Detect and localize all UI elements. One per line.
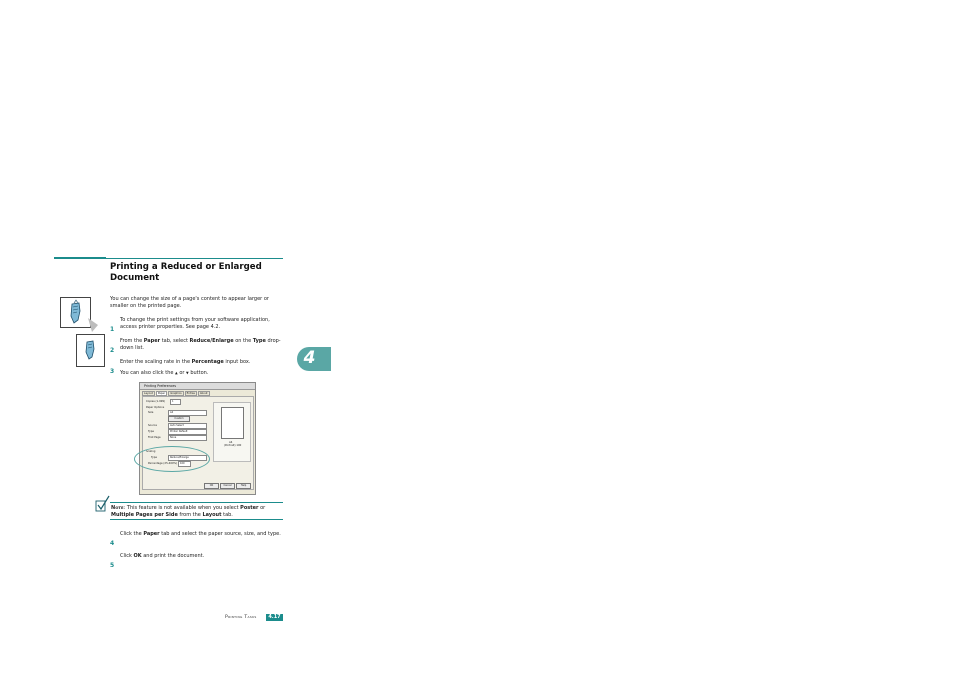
percentage-label: Percentage (25-400%) <box>148 462 178 465</box>
step-4 <box>110 530 284 549</box>
cancel-button[interactable]: Cancel <box>220 483 235 489</box>
copies-input[interactable]: 1 <box>170 399 181 405</box>
step-2 <box>110 337 284 356</box>
down-arrow-icon: ▼ <box>186 371 189 375</box>
step-number: 1 <box>110 326 115 333</box>
step-text: Click OK and print the document. <box>120 553 205 559</box>
footer-page-number: 4.17 <box>266 614 283 621</box>
tab-paper[interactable]: Paper <box>157 392 166 395</box>
step-5 <box>110 552 284 571</box>
step-number: 4 <box>110 540 115 547</box>
size-select[interactable]: A4 <box>168 410 207 416</box>
scaling-type-label: Type <box>151 456 157 459</box>
note-text: NOTE: This feature is not available when you select Poster or Multiple Pages per Side from the Layout tab. <box>111 505 266 518</box>
preview-sheet <box>221 407 244 439</box>
paper-tab-panel <box>142 396 254 490</box>
ok-button[interactable]: OK <box>204 483 219 489</box>
custom-button[interactable]: Custom <box>168 416 190 422</box>
step-text: From the Paper tab, select Reduce/Enlarge on the Type drop-down list. <box>120 338 281 351</box>
footer-section-label: Printing Tasks <box>225 615 257 620</box>
type-label: Type <box>148 430 154 433</box>
size-label: Size <box>148 411 154 414</box>
step-number: 2 <box>110 347 115 354</box>
tab-layout[interactable]: Layout <box>144 392 153 395</box>
section-rule-accent <box>54 257 106 259</box>
tab-about[interactable]: About <box>199 392 208 395</box>
tab-extras[interactable]: Extras <box>186 392 195 395</box>
page-preview <box>213 402 251 462</box>
preview-caption-orientation: (Portrait) 100 <box>224 444 242 447</box>
step-text: Enter the scaling rate in the Percentage input box. <box>120 359 251 365</box>
step-number: 5 <box>110 562 115 569</box>
first-page-select[interactable]: None <box>168 435 207 441</box>
source-select[interactable]: Auto Select <box>168 423 207 429</box>
percentage-input[interactable]: 100 <box>178 461 191 467</box>
type-select[interactable]: Printer Default <box>168 429 207 435</box>
scaling-label: Scaling <box>146 450 156 453</box>
chapter-number: 4 <box>303 348 316 368</box>
source-label: Source <box>148 424 157 427</box>
note-rule-top <box>110 502 283 503</box>
up-arrow-icon: ▲ <box>175 371 178 375</box>
preview-caption-size: A4 <box>229 441 233 444</box>
step-text: Click the Paper tab and select the paper source, size, and type. <box>120 531 281 537</box>
tip-hand-icon <box>60 297 91 328</box>
highlight-ellipse <box>134 446 210 472</box>
printing-preferences-dialog <box>139 382 256 495</box>
help-button[interactable]: Help <box>236 483 251 489</box>
dialog-title: Printing Preferences <box>140 383 255 390</box>
note-rule-bottom <box>110 519 283 520</box>
section-title: Printing a Reduced or Enlarged Document <box>110 262 262 283</box>
step-3-subtext: You can also click the ▲ or ▼ button. <box>120 370 209 376</box>
chapter-tab <box>297 347 331 371</box>
tab-graphics[interactable]: Graphics <box>170 392 182 395</box>
copies-label: Copies (1-999) <box>146 400 166 403</box>
step-1 <box>110 316 284 335</box>
tip-hand-icon-small <box>76 334 105 367</box>
step-text: To change the print settings from your software application, access printer properties. See page 4.2. <box>120 317 270 330</box>
section-rule <box>106 258 283 259</box>
paper-options-label: Paper Options <box>146 406 165 409</box>
intro-text: You can change the size of a page's content to appear larger or smaller on the printed page. <box>110 296 269 309</box>
first-page-label: First Page <box>148 436 161 439</box>
scaling-type-select[interactable]: Reduce/Enlarge <box>168 455 207 461</box>
note-check-icon <box>94 495 110 513</box>
step-number: 3 <box>110 368 115 375</box>
